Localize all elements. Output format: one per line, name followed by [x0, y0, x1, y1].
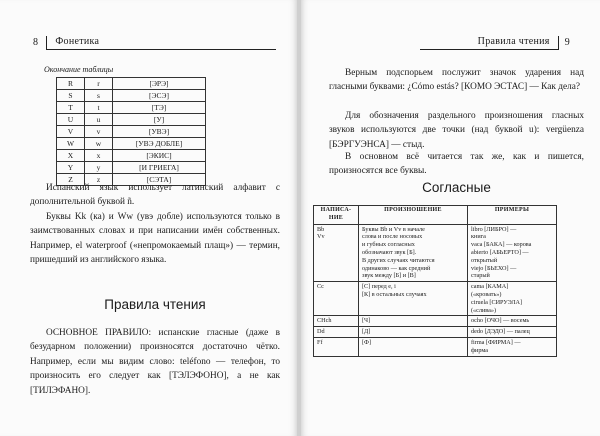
paragraph: В основном всё читается так же, как и пишется, произносятся все буквы. [329, 152, 584, 177]
table-cell: t [85, 102, 113, 114]
table-cell [359, 316, 468, 327]
cell-line: Буквы Bb и Vv в начале [362, 225, 425, 233]
table-row [314, 282, 557, 316]
paragraph: ОСНОВНОЕ ПРАВИЛО: испанские гласные (даже в безударном положении) произносятся достаточно чётко. Например, если мы видим слово: teléfono — телефон, то произносить его следует как [ТЭЛЭФОНО], а не как [ТИЛЭФАНО]. [30, 328, 280, 396]
table-cell: v [85, 126, 113, 138]
cell-line: [С] перед e, i [362, 283, 396, 291]
table-cell: X [57, 150, 85, 162]
table-row [314, 224, 557, 282]
table-row [314, 327, 557, 338]
table-cell [314, 282, 359, 316]
cell-line: [Ф] [362, 338, 372, 346]
table-cell [314, 327, 359, 338]
cell-line: обозначают звук [Б]. [362, 248, 417, 256]
consonants-table [313, 205, 557, 357]
table-cell: Y [57, 162, 85, 174]
cell-line: [Д] [362, 328, 371, 336]
table-cell [359, 282, 468, 316]
cell-line: dedo [ДЭДО] — палец [471, 328, 530, 336]
cell-line: Ff [317, 338, 323, 346]
cell-line: («кровать») [471, 290, 502, 298]
cell-line: фирма [471, 346, 488, 354]
paragraph: Верным подспорьем послужит значок ударения над гласными буквами: ¿Cómo estás? [КОМО ЭСТАС] — Как дела? [329, 68, 584, 93]
table-cell: Z [57, 174, 85, 186]
cell-line: открытый [471, 256, 498, 264]
cell-line: книга [471, 233, 486, 241]
table-cell [468, 327, 557, 338]
column-header: ПРИМЕРЫ [468, 206, 557, 225]
table-cell: [И ГРИЕГА] [113, 162, 206, 174]
table-cell: [УВЭ] [113, 126, 206, 138]
alphabet-table [56, 77, 206, 186]
table-cell: y [85, 162, 113, 174]
cell-line: старый [471, 272, 490, 280]
table-cell [359, 327, 468, 338]
table-row [57, 150, 206, 162]
cell-line: vaca [БАКА] — корова [471, 241, 532, 249]
cell-line: звук между [Б] и [В] [362, 272, 416, 280]
table-row [57, 126, 206, 138]
table-cell: z [85, 174, 113, 186]
left-page [0, 0, 297, 436]
table-cell: [УВЭ ДОБЛЕ] [113, 138, 206, 150]
paragraph: Буквы Kk (ка) и Ww (увэ добле) используются только в заимствованных словах и при написании имён собственных. Например, el waterproof («непромокаемый плащ») — термин, пришедший из английского языка. [30, 212, 280, 266]
table-row [57, 138, 206, 150]
table-cell [468, 316, 557, 327]
table-cell: W [57, 138, 85, 150]
table-row [314, 316, 557, 327]
table-cell [468, 282, 557, 316]
table-cell: s [85, 90, 113, 102]
table-caption: Окончание таблицы [44, 65, 114, 74]
left-page-header [27, 36, 276, 50]
cell-line: libro [ЛИБРО] — [471, 225, 517, 233]
table-cell: [ЭКИС] [113, 150, 206, 162]
table-cell [468, 224, 557, 282]
column-header: НАПИСА-НИЕ [314, 206, 359, 225]
cell-line: ocho [ОЧО] — восемь [471, 317, 530, 325]
cell-line: firma [ФИРМА] — [471, 338, 521, 346]
table-cell: r [85, 78, 113, 90]
table-cell: U [57, 114, 85, 126]
section-heading: Правила чтения [104, 297, 206, 312]
table-row [57, 114, 206, 126]
cell-line: Cc [317, 283, 324, 291]
table-row [57, 90, 206, 102]
page-number: 9 [564, 37, 570, 48]
table-cell: [ТЭ] [113, 102, 206, 114]
table-cell [314, 316, 359, 327]
table-row [57, 78, 206, 90]
paragraph: Испанский язык использует латинский алфавит с дополнительной буквой ñ. [30, 183, 280, 208]
table-cell: x [85, 150, 113, 162]
table-cell: [СЭТА] [113, 174, 206, 186]
cell-line: одинаково — как средний [362, 264, 431, 272]
right-page [301, 0, 600, 436]
section-heading: Согласные [422, 180, 491, 195]
running-head: Фонетика [46, 36, 276, 50]
column-header: ПРОИЗНОШЕНИЕ [359, 206, 468, 225]
cell-line: («слива») [471, 306, 497, 314]
cell-line: ciruela [СИРУЭЛА] [471, 298, 523, 306]
table-cell [314, 337, 359, 356]
right-page-header [325, 36, 578, 50]
cell-line: и губных согласных [362, 241, 415, 249]
cell-line: viejo [БЬЕХО] — [471, 264, 517, 272]
cell-line: слова и после носовых [362, 233, 423, 241]
table-row [57, 162, 206, 174]
table-cell: T [57, 102, 85, 114]
table-cell [468, 337, 557, 356]
cell-line: Vv [317, 233, 325, 241]
table-cell: [ЭСЭ] [113, 90, 206, 102]
cell-line: CHch [317, 317, 332, 325]
table-cell: [У] [113, 114, 206, 126]
cell-line: [К] в остальных случаях [362, 290, 427, 298]
cell-line: [Ч] [362, 317, 371, 325]
table-row [57, 102, 206, 114]
cell-line: Dd [317, 328, 325, 336]
table-cell [314, 224, 359, 282]
cell-line: Bb [317, 225, 325, 233]
table-cell: S [57, 90, 85, 102]
table-cell: [ЭРЭ] [113, 78, 206, 90]
running-head: Правила чтения [420, 36, 559, 50]
paragraph: Для обозначения раздельного произношения гласных звуков используются две точки (над буквой u): vergüenza [БЭРГУЭНСА] — стыд. [329, 111, 584, 150]
table-row [314, 337, 557, 356]
table-cell: w [85, 138, 113, 150]
table-cell: V [57, 126, 85, 138]
table-cell: R [57, 78, 85, 90]
cell-line: cama [КАМА] [471, 283, 509, 291]
table-cell [359, 337, 468, 356]
cell-line: abierto [АБЬЕРТО] — [471, 248, 529, 256]
cell-line: В других случаях читаются [362, 256, 435, 264]
table-cell: u [85, 114, 113, 126]
table-cell [359, 224, 468, 282]
page-number: 8 [33, 37, 39, 48]
